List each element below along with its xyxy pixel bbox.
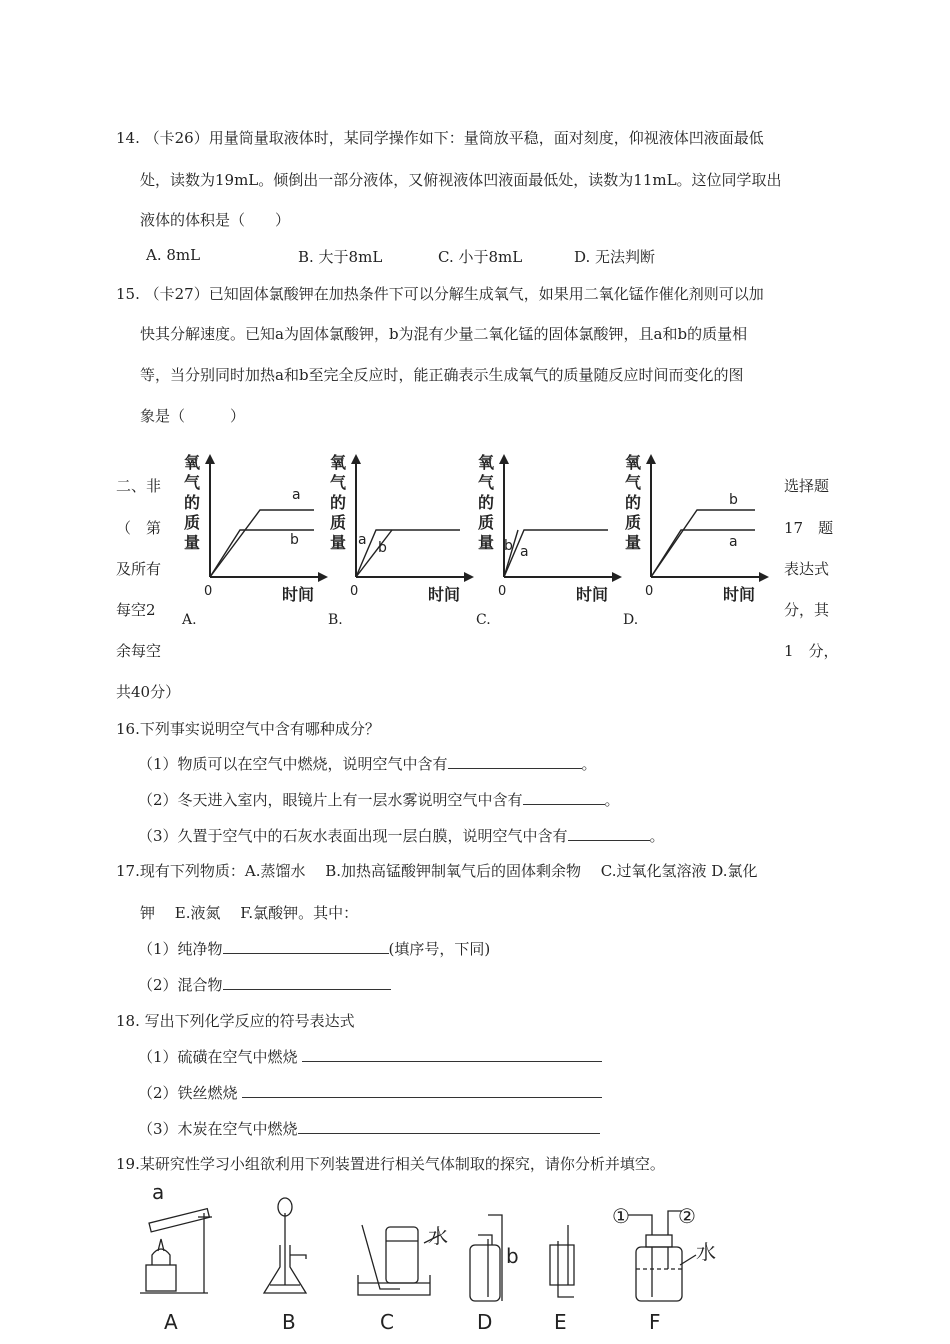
- section2-left-2: （ 第: [116, 519, 162, 537]
- label-a: a: [152, 1185, 165, 1204]
- q14-option-c: C. 小于8mL: [438, 248, 523, 266]
- q15-line1: 15. （卡27）已知固体氯酸钾在加热条件下可以分解生成氧气，如果用二氧化锰作催化剂则可以加: [116, 285, 764, 303]
- q16-item2-text: （2）冬天进入室内，眼镜片上有一层水雾说明空气中含有: [138, 791, 523, 809]
- q17-item1: [138, 938, 490, 959]
- y-axis-arrow: [499, 454, 509, 464]
- q18-title: 18. 写出下列化学反应的符号表达式: [116, 1012, 355, 1030]
- y-label-char: 量: [184, 533, 201, 552]
- y-label-char: 气: [625, 473, 642, 492]
- q19-title: 19.某研究性学习小组欲利用下列装置进行相关气体制取的探究，请你分析并填空。: [116, 1155, 665, 1173]
- y-label-char: 的: [330, 493, 347, 512]
- q16-item1: [138, 753, 597, 774]
- apparatus-label-d: D: [477, 1310, 493, 1334]
- q16-title: 16.下列事实说明空气中含有哪种成分？: [116, 720, 380, 738]
- q18-blank3[interactable]: [298, 1119, 600, 1134]
- label-water-f: 水: [696, 1240, 716, 1264]
- q18-blank2[interactable]: [242, 1083, 602, 1098]
- q16-item1-text: （1）物质可以在空气中燃烧，说明空气中含有: [138, 755, 448, 773]
- q15-line3: 等，当分别同时加热a和b至完全反应时，能正确表示生成氧气的质量随反应时间而变化的图: [140, 366, 744, 384]
- y-label-char: 质: [625, 513, 642, 532]
- q16-end1: 。: [581, 755, 597, 773]
- graph-option-d: D.: [623, 612, 639, 628]
- q17-item1-text: （1）纯净物: [138, 940, 223, 958]
- y-label-char: 的: [625, 493, 642, 512]
- section2-right-5: 1 分，: [784, 642, 839, 660]
- curve-b: [651, 510, 755, 577]
- q17-blank2[interactable]: [223, 975, 391, 990]
- curve-label-upper: b: [504, 538, 513, 554]
- y-label-char: 氧: [478, 453, 495, 472]
- q14-option-b: B. 大于8mL: [298, 248, 383, 266]
- graph-d: [623, 452, 773, 602]
- x-axis-arrow: [464, 572, 474, 582]
- q14-option-a: A. 8mL: [146, 246, 201, 264]
- q18-item3: [138, 1118, 600, 1139]
- y-axis-arrow: [351, 454, 361, 464]
- y-label-char: 气: [184, 473, 201, 492]
- section2-right-2: 17 题: [784, 519, 834, 537]
- q18-item2: [138, 1082, 602, 1103]
- section2-left-4: 每空2: [116, 601, 156, 619]
- q16-blank3[interactable]: [568, 826, 650, 841]
- apparatus-e: [550, 1225, 574, 1297]
- q14-line2: 处，读数为19mL。倾倒出一部分液体，又俯视液体凹液面最低处，读数为11mL。这位同学取出: [140, 171, 782, 189]
- q16-end3: 。: [649, 827, 665, 845]
- graph-a: [182, 452, 332, 602]
- y-label-char: 量: [330, 533, 347, 552]
- y-axis-arrow: [205, 454, 215, 464]
- curve-label-lower: a: [520, 544, 529, 560]
- q14-option-d: D. 无法判断: [574, 248, 656, 266]
- apparatus-a: [140, 1209, 212, 1293]
- apparatus-label-b: B: [282, 1310, 296, 1334]
- y-label-char: 的: [478, 493, 495, 512]
- q17-line2: 钾 E.液氮 F.氯酸钾。其中：: [140, 904, 359, 922]
- y-label-char: 气: [330, 473, 347, 492]
- q17-item2-text: （2）混合物: [138, 976, 223, 994]
- q18-item3-text: （3）木炭在空气中燃烧: [138, 1120, 298, 1138]
- curve-a: [356, 530, 460, 577]
- q14-line3: 液体的体积是（ ）: [140, 211, 291, 229]
- apparatus-label-a: A: [164, 1310, 178, 1334]
- curve-label-lower: b: [378, 540, 387, 556]
- q17-item1-tail: (填序号，下同): [388, 940, 491, 958]
- origin-label: 0: [350, 584, 359, 599]
- curve-label-lower: b: [290, 532, 299, 548]
- graph-option-c: C.: [476, 612, 491, 628]
- q18-item2-text: （2）铁丝燃烧: [138, 1084, 238, 1102]
- apparatus-d: [470, 1215, 502, 1301]
- y-label-char: 质: [184, 513, 201, 532]
- q16-item2: [138, 789, 620, 810]
- apparatus-b: [264, 1198, 306, 1293]
- q16-item3: [138, 825, 665, 846]
- y-label-char: 氧: [184, 453, 201, 472]
- q16-end2: 。: [604, 791, 620, 809]
- label-port-2: ②: [678, 1204, 696, 1228]
- q16-blank2[interactable]: [523, 790, 605, 805]
- section2-right-4: 分，其: [784, 601, 830, 619]
- y-label-char: 氧: [330, 453, 347, 472]
- x-axis-arrow: [759, 572, 769, 582]
- q14-line1: 14. （卡26）用量筒量取液体时，某同学操作如下：量筒放平稳，面对刻度，仰视液体凹液面最低: [116, 129, 764, 147]
- q18-item1: [138, 1046, 602, 1067]
- label-port-1: ①: [612, 1204, 630, 1228]
- q18-blank1[interactable]: [302, 1047, 602, 1062]
- q17-line1: 17.现有下列物质：A.蒸馏水 B.加热高锰酸钾制氧气后的固体剩余物 C.过氧化氢溶液 D.氯化: [116, 862, 758, 880]
- graph-option-b: B.: [328, 612, 343, 628]
- section2-left-3: 及所有: [116, 560, 162, 578]
- y-label-char: 质: [330, 513, 347, 532]
- section2-right-1: 选择题: [784, 477, 830, 495]
- curve-label-lower: a: [729, 534, 738, 550]
- origin-label: 0: [204, 584, 213, 599]
- x-axis-arrow: [318, 572, 328, 582]
- apparatus-label-c: C: [380, 1310, 394, 1334]
- y-label-char: 量: [478, 533, 495, 552]
- x-label: 时间: [282, 585, 315, 602]
- q16-item3-text: （3）久置于空气中的石灰水表面出现一层白膜，说明空气中含有: [138, 827, 568, 845]
- apparatus-label-e: E: [554, 1310, 567, 1334]
- section2-left-5: 余每空: [116, 642, 162, 660]
- section2-end: 共40分）: [116, 683, 181, 701]
- y-label-char: 氧: [625, 453, 642, 472]
- curve-label-upper: b: [729, 492, 738, 508]
- y-label-char: 的: [184, 493, 201, 512]
- graph-b: [328, 452, 478, 602]
- curve-a: [651, 530, 755, 577]
- y-label-char: 气: [478, 473, 495, 492]
- curve-label-upper: a: [292, 487, 301, 503]
- y-label-char: 质: [478, 513, 495, 532]
- q16-blank1[interactable]: [448, 754, 582, 769]
- apparatus-diagram: [130, 1185, 730, 1340]
- graph-option-a: A.: [182, 612, 197, 628]
- origin-label: 0: [645, 584, 654, 599]
- label-water-c: 水: [428, 1224, 448, 1248]
- x-axis-arrow: [612, 572, 622, 582]
- section2-left-1: 二、非: [116, 477, 162, 495]
- graph-c: [476, 452, 626, 602]
- x-label: 时间: [576, 585, 609, 602]
- q18-item1-text: （1）硫磺在空气中燃烧: [138, 1048, 298, 1066]
- y-label-char: 量: [625, 533, 642, 552]
- y-axis-arrow: [646, 454, 656, 464]
- section2-right-3: 表达式: [784, 560, 830, 578]
- label-b: b: [506, 1244, 519, 1268]
- q17-blank1[interactable]: [223, 939, 389, 954]
- x-label: 时间: [428, 585, 461, 602]
- q17-item2: [138, 974, 391, 995]
- apparatus-label-f: F: [649, 1310, 661, 1334]
- q15-line2: 快其分解速度。已知a为固体氯酸钾，b为混有少量二氧化锰的固体氯酸钾，且a和b的质量相: [140, 325, 748, 343]
- q15-line4: 象是（ ）: [140, 407, 246, 425]
- origin-label: 0: [498, 584, 507, 599]
- x-label: 时间: [723, 585, 756, 602]
- curve-label-upper: a: [358, 532, 367, 548]
